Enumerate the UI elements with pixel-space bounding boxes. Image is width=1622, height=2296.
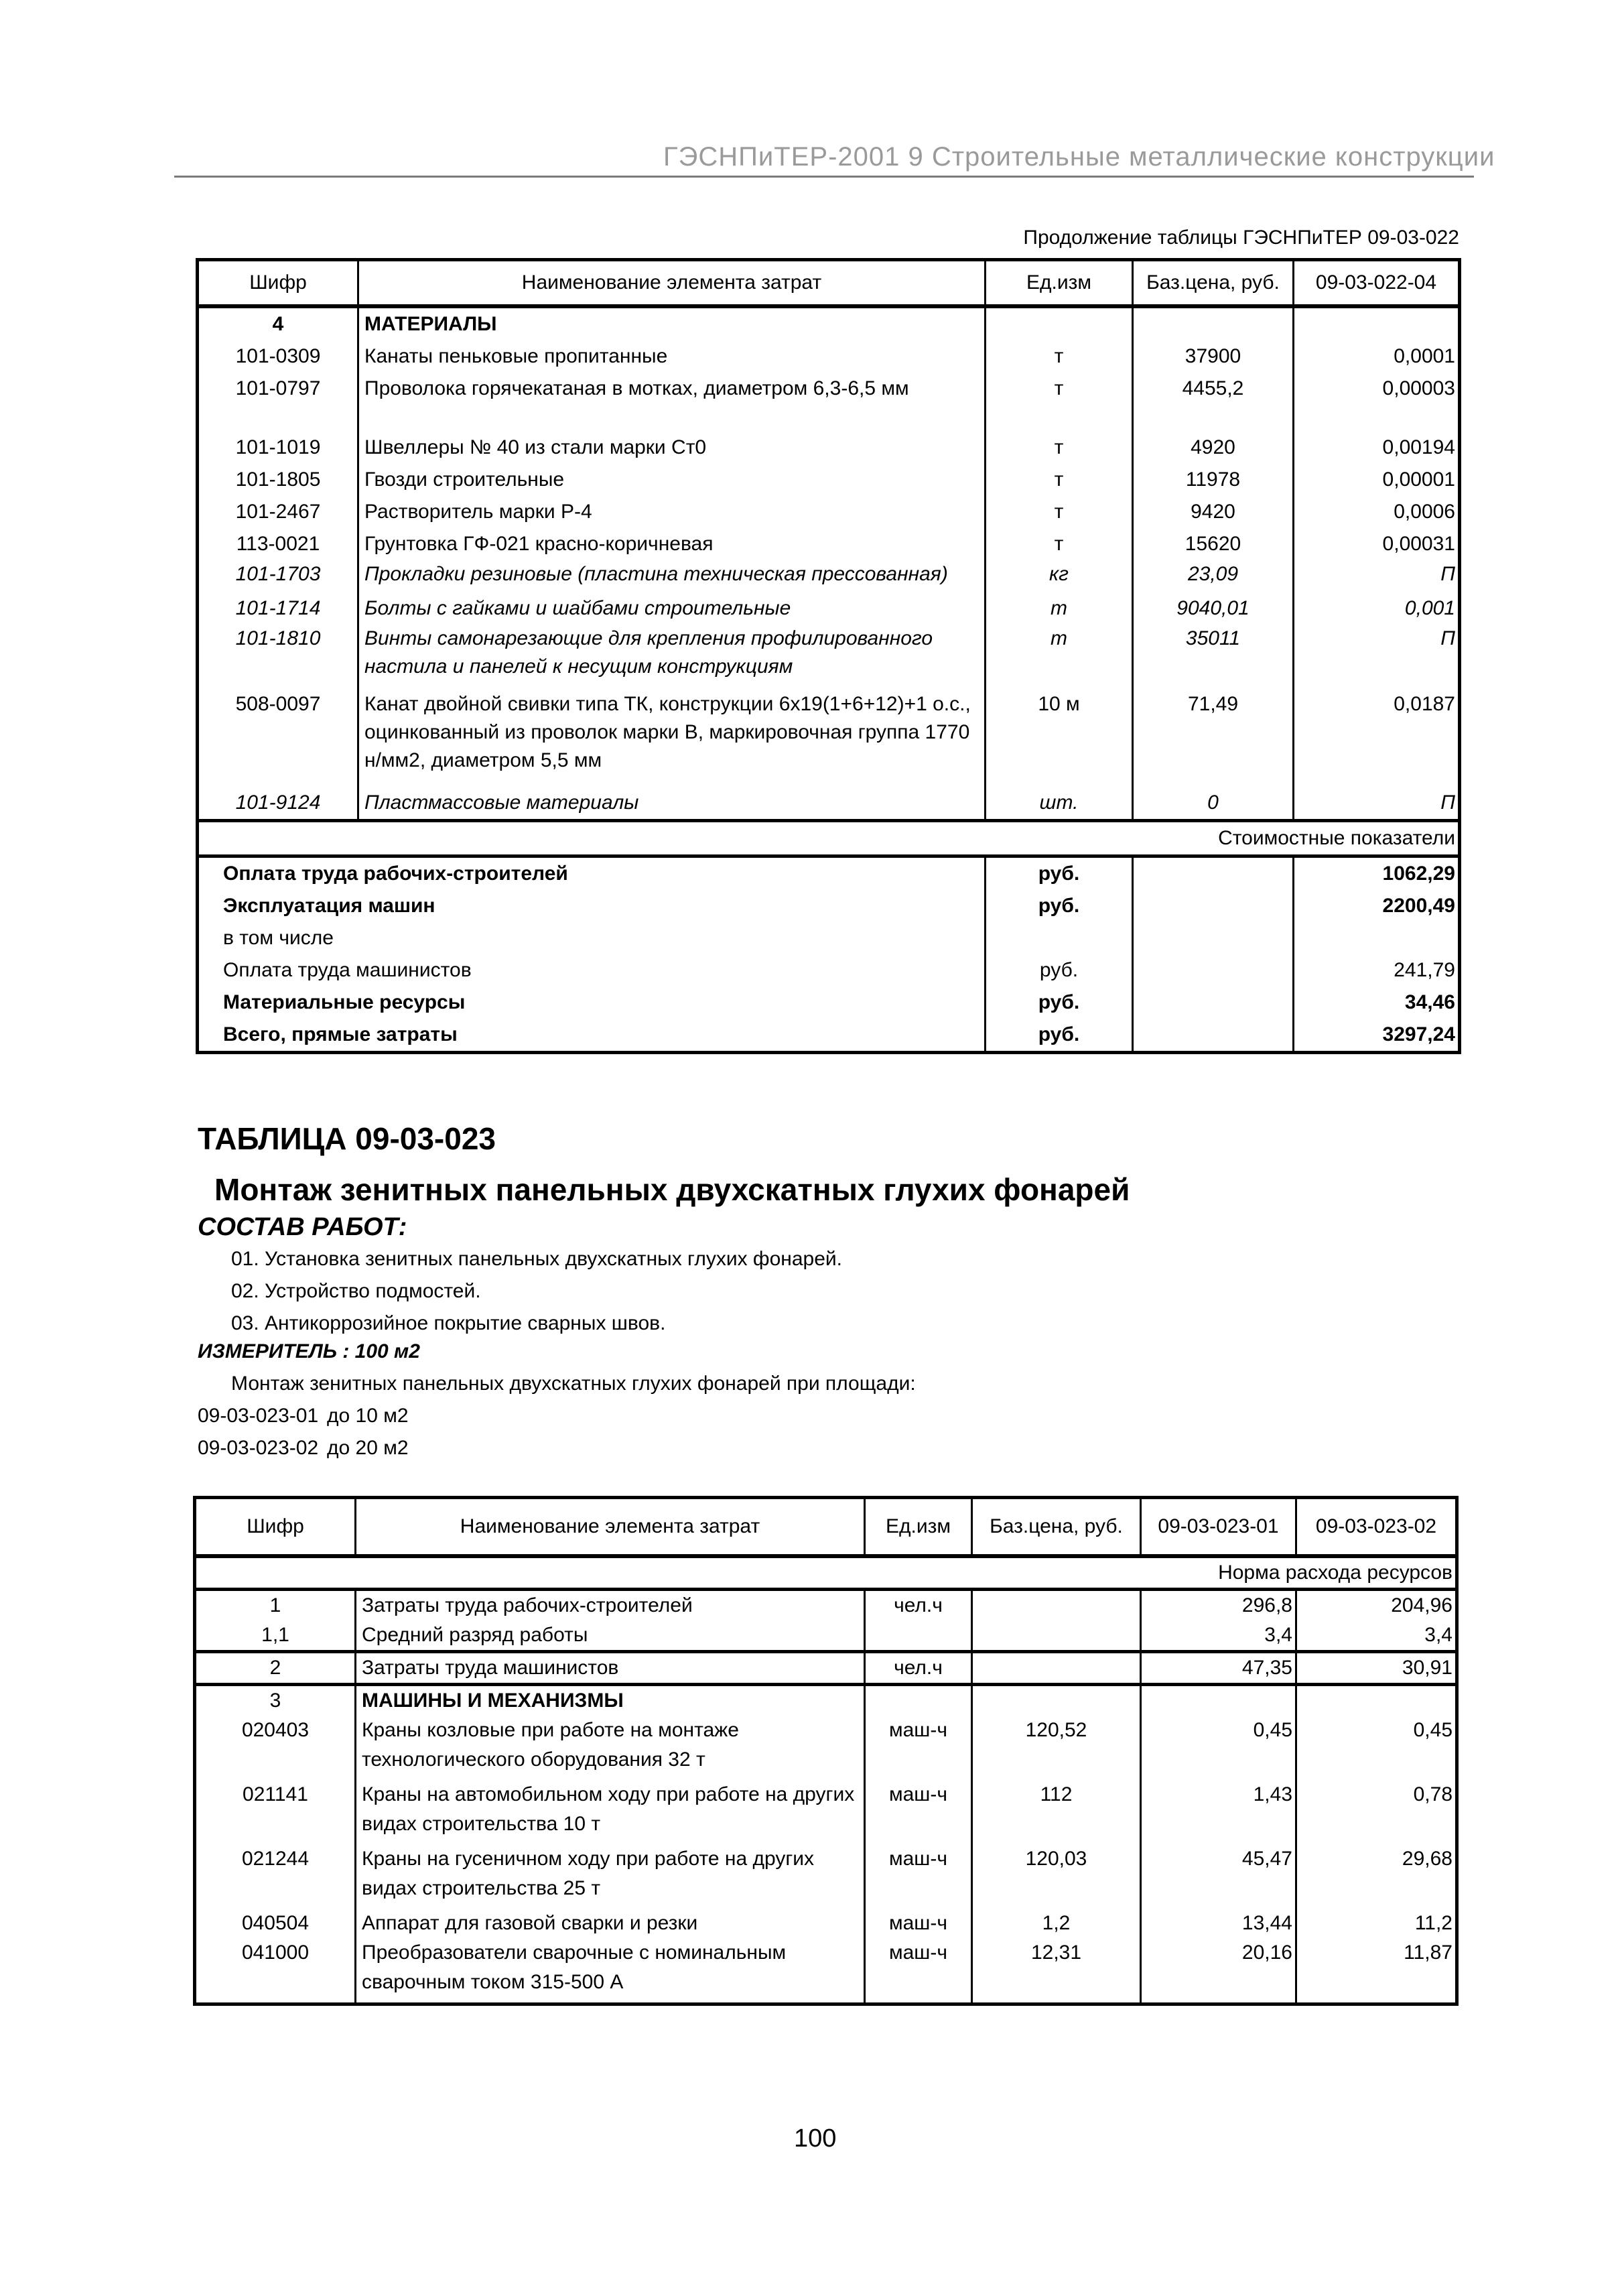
table-09-03-022-continuation: [196, 258, 1461, 1054]
row-name: Прокладки резиновые (пластина техническая прессованная): [358, 560, 986, 588]
row-value: 0,00031: [1294, 528, 1460, 560]
row-unit: т: [986, 496, 1133, 528]
section-row: [198, 306, 1460, 340]
table-row: [195, 1716, 1457, 1780]
row-price: 71,49: [1133, 681, 1294, 775]
row-name: Растворитель марки Р-4: [358, 496, 986, 528]
col-header-price: Баз.цена, руб.: [1133, 260, 1294, 307]
row-price: 23,09: [1133, 560, 1294, 588]
col-header-code: Шифр: [198, 260, 358, 307]
cost-name: Оплата труда рабочих-строителей: [223, 863, 568, 885]
row-price: 15620: [1133, 528, 1294, 560]
norm-label: Норма расхода ресурсов: [195, 1556, 1457, 1590]
table-row: [198, 625, 1460, 681]
section-code: 4: [272, 313, 284, 335]
row-value-01: 20,16: [1141, 1938, 1296, 2004]
row-unit: т: [986, 340, 1133, 373]
row-unit: маш-ч: [865, 1844, 972, 1909]
cost-unit: руб.: [986, 954, 1133, 986]
row-name: Краны козловые при работе на монтаже технологического оборудования 32 т: [356, 1716, 865, 1780]
row-value: П: [1294, 560, 1460, 588]
row-value-02: 11,2: [1296, 1909, 1457, 1938]
cost-row: [198, 922, 1460, 954]
col-header-code: Шифр: [195, 1498, 356, 1557]
row-value-02: 3,4: [1296, 1620, 1457, 1652]
row-code: 021244: [241, 1848, 310, 1870]
row-unit: маш-ч: [865, 1938, 972, 2004]
cost-value: 241,79: [1294, 954, 1460, 986]
table1-header-row: [198, 260, 1460, 307]
cost-name: в том числе: [223, 927, 334, 949]
table-subtitle: Монтаж зенитных панельных двухскатных глухих фонарей: [214, 1172, 1130, 1207]
cost-indicators-label-row: [198, 821, 1460, 856]
row-name: Грунтовка ГФ-021 красно-коричневая: [358, 528, 986, 560]
row-price: 1,2: [972, 1909, 1141, 1938]
row-value: 0,00003: [1294, 373, 1460, 405]
header-rule: [174, 176, 1474, 178]
section-name: МАТЕРИАЛЫ: [358, 306, 986, 340]
row-unit: т: [986, 432, 1133, 464]
section-row: [195, 1685, 1457, 1716]
row-code: 2: [195, 1652, 356, 1685]
work-item: 03. Антикоррозийное покрытие сварных швов.: [231, 1312, 666, 1334]
row-code: 101-0797: [235, 377, 321, 399]
row-name: Винты самонарезающие для крепления профилированного настила и панелей к несущим конструкциям: [358, 625, 986, 681]
cost-value: 3297,24: [1294, 1019, 1460, 1053]
cost-row: [198, 856, 1460, 891]
row-name: Канаты пеньковые пропитанные: [358, 340, 986, 373]
row-value-01: 13,44: [1141, 1909, 1296, 1938]
row-name: Проволока горячекатаная в мотках, диаметром 6,3-6,5 мм: [358, 373, 986, 405]
norm-label-row: [195, 1556, 1457, 1590]
row-unit: маш-ч: [865, 1716, 972, 1780]
table-row: [195, 1938, 1457, 2004]
row-code: 101-1019: [235, 436, 321, 458]
row-value-02: 11,87: [1296, 1938, 1457, 2004]
row-code: 040504: [241, 1912, 310, 1934]
row-code: 101-1805: [235, 468, 321, 491]
table1-caption: Продолжение таблицы ГЭСНПиТЕР 09-03-022: [1023, 227, 1459, 249]
row-price: 37900: [1133, 340, 1294, 373]
row-price: 112: [972, 1780, 1141, 1844]
col-header-name: Наименование элемента затрат: [356, 1498, 865, 1557]
row-name: Аппарат для газовой сварки и резки: [356, 1909, 865, 1938]
page-number: 100: [794, 2124, 837, 2153]
variant-desc: до 10 м2: [327, 1405, 409, 1427]
row-unit: [865, 1620, 972, 1652]
cost-unit: руб.: [986, 986, 1133, 1019]
row-unit: т: [986, 373, 1133, 405]
work-item: 01. Установка зенитных панельных двухскатных глухих фонарей.: [231, 1248, 843, 1270]
row-name: Пластмассовые материалы: [358, 775, 986, 821]
cost-row: [198, 890, 1460, 922]
row-price: 4920: [1133, 432, 1294, 464]
table-09-03-023: [193, 1496, 1459, 2006]
row-value-02: 30,91: [1296, 1652, 1457, 1685]
row-price: 120,03: [972, 1844, 1141, 1909]
row-unit: т: [986, 528, 1133, 560]
row-name: Краны на гусеничном ходу при работе на других видах строительства 25 т: [356, 1844, 865, 1909]
row-code: 020403: [241, 1719, 310, 1741]
table-row: [198, 560, 1460, 588]
row-code: 101-1703: [235, 563, 321, 585]
table-row: [198, 432, 1460, 464]
variant-desc: до 20 м2: [327, 1437, 409, 1459]
measurement-unit: ИЗМЕРИТЕЛЬ : 100 м2: [198, 1340, 420, 1362]
cost-name: Материальные ресурсы: [223, 991, 466, 1013]
row-value-01: 45,47: [1141, 1844, 1296, 1909]
table-row: [195, 1909, 1457, 1938]
spacer-row: [198, 405, 1460, 432]
row-unit: шт.: [986, 775, 1133, 821]
row-price: 12,31: [972, 1938, 1141, 2004]
col-header-unit: Ед.изм: [865, 1498, 972, 1557]
table-row: [198, 681, 1460, 775]
cost-unit: руб.: [986, 856, 1133, 891]
row-value: 0,00194: [1294, 432, 1460, 464]
row-value-01: 47,35: [1141, 1652, 1296, 1685]
row-code: 113-0021: [236, 533, 320, 555]
cost-row: [198, 986, 1460, 1019]
row-value-02: 204,96: [1296, 1590, 1457, 1621]
row-code: 101-1810: [235, 627, 321, 649]
col-header-unit: Ед.изм: [986, 260, 1133, 307]
table-title: ТАБЛИЦА 09-03-023: [198, 1121, 496, 1156]
row-value-02: 0,78: [1296, 1780, 1457, 1844]
table2-header-row: [195, 1498, 1457, 1557]
row-value: 0,0001: [1294, 340, 1460, 373]
row-unit: т: [986, 464, 1133, 496]
row-code: 1: [269, 1594, 281, 1616]
row-value: 0,00001: [1294, 464, 1460, 496]
row-unit: 10 м: [986, 681, 1133, 775]
row-code: 101-0309: [235, 345, 321, 367]
table-row: [195, 1620, 1457, 1652]
row-value: 0,001: [1294, 588, 1460, 625]
variant-code: 09-03-023-01: [198, 1405, 319, 1427]
cost-unit: [986, 922, 1133, 954]
cost-name: Эксплуатация машин: [223, 895, 435, 917]
row-unit: чел.ч: [865, 1652, 972, 1685]
row-value: 0,0187: [1294, 681, 1460, 775]
variants-intro: Монтаж зенитных панельных двухскатных глухих фонарей при площади:: [231, 1373, 916, 1395]
row-price: [972, 1590, 1141, 1621]
cost-unit: руб.: [986, 890, 1133, 922]
row-name: Затраты труда рабочих-строителей: [356, 1590, 865, 1621]
cost-row: [198, 954, 1460, 986]
row-code: 021141: [243, 1783, 308, 1805]
cost-name: Всего, прямые затраты: [223, 1023, 458, 1045]
row-code: 101-9124: [235, 791, 321, 814]
cost-indicators-label: Стоимостные показатели: [198, 821, 1460, 856]
row-value: 0,0006: [1294, 496, 1460, 528]
row-unit: т: [986, 588, 1133, 625]
variant-code: 09-03-023-02: [198, 1437, 319, 1459]
row-name: Затраты труда машинистов: [356, 1652, 865, 1685]
cost-name: Оплата труда машинистов: [223, 959, 472, 981]
row-unit: чел.ч: [865, 1590, 972, 1621]
col-header-variant-01: 09-03-023-01: [1141, 1498, 1296, 1557]
table-row: [198, 340, 1460, 373]
row-name: Швеллеры № 40 из стали марки Ст0: [358, 432, 986, 464]
row-value: П: [1294, 775, 1460, 821]
row-name: Преобразователи сварочные с номинальным сварочным током 315-500 А: [356, 1938, 865, 2004]
row-name: Краны на автомобильном ходу при работе на других видах строительства 10 т: [356, 1780, 865, 1844]
row-unit: маш-ч: [865, 1909, 972, 1938]
row-price: 120,52: [972, 1716, 1141, 1780]
table-row: [195, 1652, 1457, 1685]
row-code: 041000: [241, 1941, 310, 1964]
row-name: Канат двойной свивки типа ТК, конструкции 6х19(1+6+12)+1 о.с., оцинкованный из проволок марки В, маркировочная группа 1770 н/мм2, диаметром 5,5 мм: [358, 681, 986, 775]
table-row: [198, 588, 1460, 625]
section-name: МАШИНЫ И МЕХАНИЗМЫ: [356, 1685, 865, 1716]
table-row: [195, 1844, 1457, 1909]
row-price: [972, 1620, 1141, 1652]
work-item: 02. Устройство подмостей.: [231, 1280, 481, 1302]
running-header: ГЭСНПиТЕР-2001 9 Строительные металлические конструкции: [663, 142, 1495, 172]
row-name: Болты с гайками и шайбами строительные: [358, 588, 986, 625]
row-price: 4455,2: [1133, 373, 1294, 405]
row-price: 9040,01: [1133, 588, 1294, 625]
work-composition-title: СОСТАВ РАБОТ:: [198, 1213, 407, 1241]
row-name: Гвозди строительные: [358, 464, 986, 496]
row-value-01: 1,43: [1141, 1780, 1296, 1844]
row-value-01: 296,8: [1141, 1590, 1296, 1621]
row-code: 1,1: [261, 1624, 289, 1646]
row-price: 9420: [1133, 496, 1294, 528]
col-header-price: Баз.цена, руб.: [972, 1498, 1141, 1557]
row-unit: кг: [986, 560, 1133, 588]
row-value-01: 0,45: [1141, 1716, 1296, 1780]
col-header-name: Наименование элемента затрат: [358, 260, 986, 307]
cost-value: 34,46: [1294, 986, 1460, 1019]
section-code: 3: [195, 1685, 356, 1716]
col-header-norm: 09-03-022-04: [1294, 260, 1460, 307]
table-row: [198, 775, 1460, 821]
row-code: 101-1714: [235, 597, 321, 619]
row-price: [972, 1652, 1141, 1685]
table-row: [195, 1590, 1457, 1621]
table-row: [198, 528, 1460, 560]
row-value-02: 0,45: [1296, 1716, 1457, 1780]
col-header-variant-02: 09-03-023-02: [1296, 1498, 1457, 1557]
row-value-01: 3,4: [1141, 1620, 1296, 1652]
cost-unit: руб.: [986, 1019, 1133, 1053]
row-unit: маш-ч: [865, 1780, 972, 1844]
table-row: [198, 464, 1460, 496]
row-unit: т: [986, 625, 1133, 681]
row-price: 11978: [1133, 464, 1294, 496]
row-value: П: [1294, 625, 1460, 681]
table-row: [198, 496, 1460, 528]
cost-value: 2200,49: [1294, 890, 1460, 922]
row-price: 0: [1133, 775, 1294, 821]
row-value-02: 29,68: [1296, 1844, 1457, 1909]
table-row: [195, 1780, 1457, 1844]
cost-row: [198, 1019, 1460, 1053]
cost-value: [1294, 922, 1460, 954]
row-name: Средний разряд работы: [356, 1620, 865, 1652]
cost-value: 1062,29: [1294, 856, 1460, 891]
row-code: 101-2467: [235, 501, 321, 523]
row-price: 35011: [1133, 625, 1294, 681]
row-code: 508-0097: [235, 693, 321, 715]
table-row: [198, 373, 1460, 405]
